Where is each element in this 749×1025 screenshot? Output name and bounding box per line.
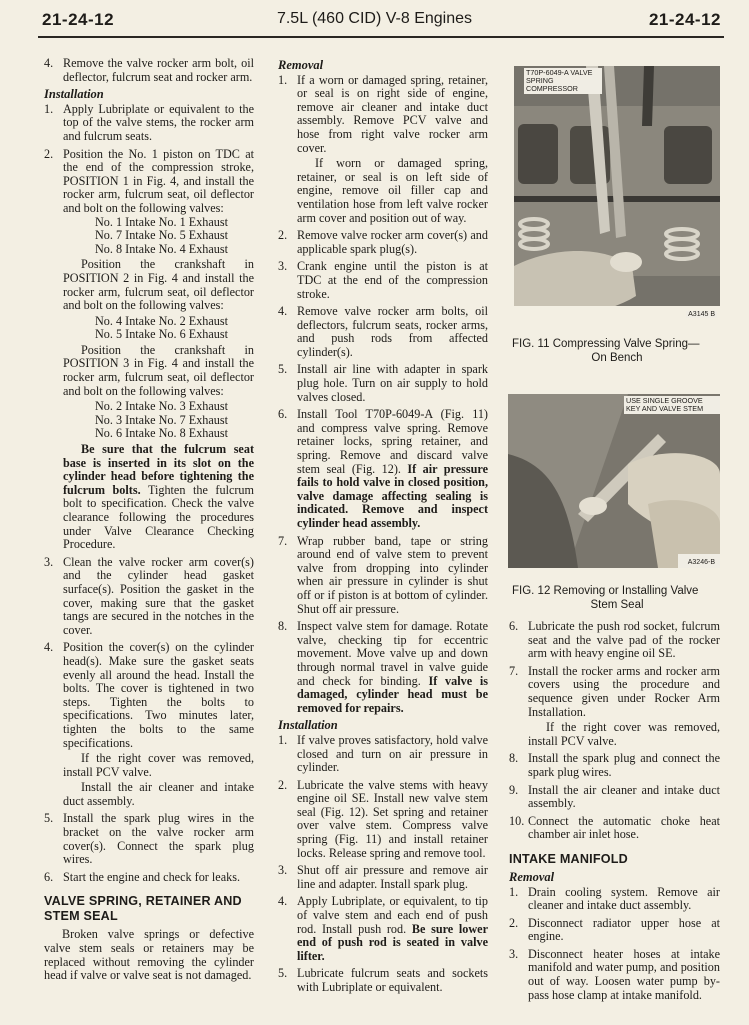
installation-heading: Installation xyxy=(44,87,104,102)
column-1 xyxy=(44,57,254,985)
tool-callout: T70P-6049-A VALVE SPRING COMPRESSOR xyxy=(524,68,602,94)
removal-heading: Removal xyxy=(509,869,555,884)
list-item: 1. If a worn or damaged spring, retainer, or seal is on right side of engine, remove air cleaner and intake duct assembly. Remove PCV valve and hose from right valve rocker arm cover. If worn or damaged spring, retainer, or seal is on left side of engine, remove oil filler cap and ventilation hose from left valve rocker arm cover and position out of way. xyxy=(278,72,488,225)
figure-12-photo xyxy=(508,394,720,568)
intake-manifold-heading: INTAKE MANIFOLD xyxy=(509,851,628,866)
list-item: 3. Shut off air pressure and remove air line and adapter. Install spark plug. xyxy=(278,863,488,891)
figure-12-caption: FIG. 12 Removing or Installing Valve Stem Seal xyxy=(512,585,699,611)
list-item: 9. Install the air cleaner and intake duct assembly. xyxy=(509,782,720,811)
list-item: 3. Disconnect heater hoses at intake manifold and water pump, and position out of way. Loosen water pump by-pass hose clamp at intake manifold. xyxy=(509,946,720,1002)
list-item: 4. Remove the valve rocker arm bolt, oil deflector, fulcrum seat and rocker arm. xyxy=(44,56,254,84)
list-item: 8. Install the spark plug and connect the spark plug wires. xyxy=(509,751,720,779)
list-item: 4. Remove valve rocker arm bolts, oil deflectors, fulcrum seats, rocker arms, and push rods from affected cylinder(s). xyxy=(278,304,488,359)
valve-spring-intro: Broken valve springs or defective valve stem seals or retainers may be replaced without removing the cylinder head if valve or valve seat is not damaged. xyxy=(44,927,254,983)
figure-11-photo xyxy=(514,66,720,320)
list-item: 7. Wrap rubber band, tape or string around end of valve stem to prevent valve from dropping into cylinder when air pressure in cylinder is shut off or if piston is at bottom of cylinder. Shut off air pressure. xyxy=(278,533,488,616)
list-item: 7. Install the rocker arms and rocker arm covers using the procedure and sequence given under Rocker Arm Installation. If the right cover was removed, install PCV valve. xyxy=(509,663,720,748)
valve-list-3: No. 2 Intake No. 3 Exhaust No. 3 Intake No. 7 Exhaust No. 6 Intake No. 8 Exhaust xyxy=(95,399,229,441)
valve-stem-seal-photo xyxy=(508,394,720,568)
figure-code: A3145 B xyxy=(688,311,715,318)
installation-heading: Installation xyxy=(278,718,338,733)
list-item: 2. Remove valve rocker arm cover(s) and applicable spark plug(s). xyxy=(278,228,488,256)
list-item: 5. Lubricate fulcrum seats and sockets with Lubriplate or equivalent. xyxy=(278,966,488,994)
list-item: 8. Inspect valve stem for damage. Rotate valve, checking tip for eccentric movement. Move valve up and down through normal travel in valve guide and check for binding. If valve is damaged, cylinder head must be removed for repairs. xyxy=(278,619,488,715)
fulcrum-note: Be sure that the fulcrum seat base is inserted in its slot on the cylinder head before tightening the fulcrum bolts. Tighten the fulcrum bolt to specification. Check the valve clearance following the procedures under Valve Clearance Checking Procedure. xyxy=(63,442,254,552)
running-title: 7.5L (460 CID) V-8 Engines xyxy=(276,10,473,27)
list-item: 2. Disconnect radiator upper hose at engine. xyxy=(509,915,720,944)
valve-spring-heading: VALVE SPRING, RETAINER AND STEM SEAL xyxy=(44,894,242,924)
page-number-right: 21-24-12 xyxy=(648,10,721,29)
figure-11-caption: FIG. 11 Compressing Valve Spring— On Bench xyxy=(512,338,700,364)
removal-heading: Removal xyxy=(278,58,324,72)
list-item: 1. Apply Lubriplate or equivalent to the top of the valve stems, the rocker arm and fulcrum seats. xyxy=(44,101,254,143)
list-item: 5. Install air line with adapter in spark plug hole. Turn on air supply to hold valves closed. xyxy=(278,362,488,404)
list-item: 2. Lubricate the valve stems with heavy engine oil SE. Install new valve stem seal (Fig. 12). Set spring and retainer over valve stem. Compress valve spring (Fig. 11) and install retainer locks. Release spring and remove tool. xyxy=(278,777,488,860)
list-item: 1. Drain cooling system. Remove air cleaner and intake duct assembly. xyxy=(509,884,720,913)
figure-code: A3246-B xyxy=(687,559,715,566)
valve-list-2: No. 4 Intake No. 2 Exhaust No. 5 Intake No. 6 Exhaust xyxy=(95,313,229,342)
list-item: 10. Connect the automatic choke heat chamber air inlet hose. xyxy=(509,813,720,842)
list-item: 6. Install Tool T70P-6049-A (Fig. 11) and compress valve spring. Remove retainer locks, spring retainer, and spring. Remove and discard valve stem seal (Fig. 12). If air pressure fails to hold valve in closed position, valve damage affecting sealing is indicated. Remove and inspect cylinder head assembly. xyxy=(278,407,489,530)
seal-callout: USE SINGLE GROOVE KEY AND VALVE STEM xyxy=(624,396,720,414)
column-2 xyxy=(278,57,488,999)
header-rule xyxy=(38,36,724,38)
list-item: 6. Lubricate the push rod socket, fulcrum seat and the valve pad of the rocker arm with heavy engine oil SE. xyxy=(509,619,720,661)
valve-spring-compressor-photo xyxy=(514,66,720,320)
list-item: 3. Clean the valve rocker arm cover(s) and the cylinder head gasket surface(s). Position the gasket in the cover, making sure that the gasket tangs are secured in the notches in the cover. xyxy=(44,554,254,637)
list-item: 2. Position the No. 1 piston on TDC at the end of the compression stroke, POSITION 1 in Fig. 4, and install the rocker arm, fulcrum seat, oil deflector and bolt on the following valves: No. 1 Intake No. 1 Exhaust No. 7 Intake No. 5 Exhaust No. 8 Intake No. 4 Exhaust Position the crankshaft in POSITION 2 in Fig. 4 and install the rocker arm, fulcrum seat, oil deflector and bolt on the following valves: No. 4 Intake No. 2 Exhaust No. 5 Intake No. 6 Exhaust Position the crankshaft in POSITION 3 in Fig. 4 and install the rocker arm, fulcrum seat, oil deflector and bolt on the following valves: No. 2 Intake No. 3 Exhaust No. 3 Intake No. 7 Exhaust No. 6 Intake No. 8 Exhaust Be sure that the fulcrum seat base is inserted in its slot on the cylinder head before tightening the fulcrum bolts. Tighten the fulcrum bolt to specification. Check the valve clearance following the procedures under Valve Clearance Checking Procedure. xyxy=(44,146,254,552)
page-number-left: 21-24-12 xyxy=(42,10,115,29)
list-item: 5. Install the spark plug wires in the bracket on the valve rocker arm cover(s). Connect the spark plug wires. xyxy=(44,811,254,867)
valve-list-1: No. 1 Intake No. 1 Exhaust No. 7 Intake No. 5 Exhaust No. 8 Intake No. 4 Exhaust xyxy=(95,214,229,256)
list-item: 6. Start the engine and check for leaks. xyxy=(44,869,240,884)
list-item: 3. Crank engine until the piston is at TDC at the end of the compression stroke. xyxy=(278,259,488,301)
list-item: 4. Position the cover(s) on the cylinder head(s). Make sure the gasket seats evenly all around the head. Install the bolts. The cover is tightened in two steps. Tighten the bolts to specifications. Two minutes later, tighten the bolts to the same specifications. If the right cover was removed, install PCV valve. Install the air cleaner and intake duct assembly. xyxy=(44,640,254,808)
list-item: 4. Apply Lubriplate, or equivalent, to tip of valve stem and each end of push rod. Install push rod. Be sure lower end of push rod is seated in valve lifter. xyxy=(278,894,488,963)
column-3 xyxy=(509,620,720,1006)
list-item: 1. If valve proves satisfactory, hold valve closed and turn on air pressure in cylinder. xyxy=(278,732,488,775)
